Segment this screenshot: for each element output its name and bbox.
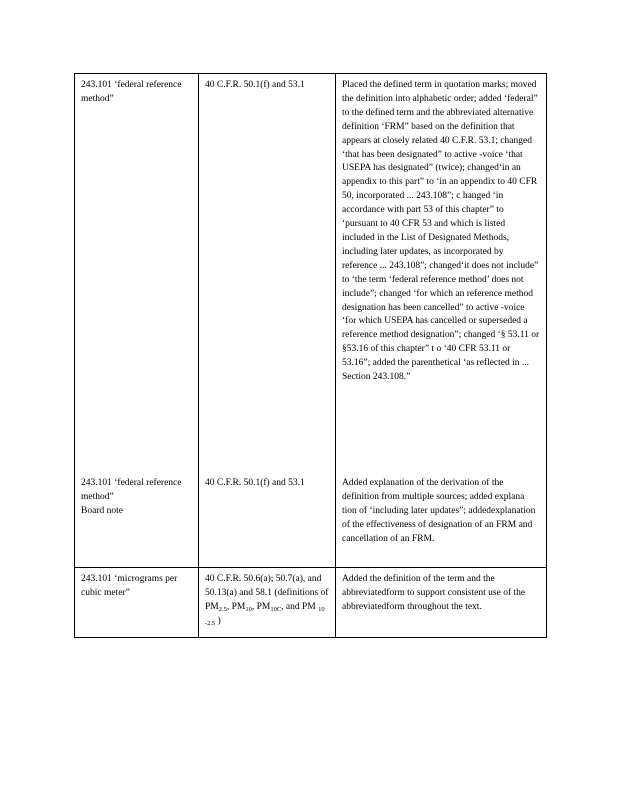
change-cell	[336, 472, 547, 568]
table-row	[75, 74, 547, 473]
pm-separator: , PM	[226, 601, 246, 612]
table-row	[75, 472, 547, 568]
change-text: Added the definition of the term and the abbreviatedform to support consistent use of the abbreviatedform throughout the text.	[342, 574, 526, 612]
section-text: 243.101 ‘federal reference method”	[81, 478, 182, 502]
section-cell	[75, 472, 199, 568]
close-paren: )	[217, 615, 221, 626]
change-cell	[336, 74, 547, 473]
pm-label: PM	[205, 601, 219, 612]
pm-separator: , PM	[251, 601, 271, 612]
pm-separator: , and PM	[281, 601, 316, 612]
pm-subscript: 10	[245, 605, 252, 613]
source-cell	[199, 568, 336, 638]
section-cell	[75, 74, 199, 473]
source-cell	[199, 74, 336, 473]
source-cell	[199, 472, 336, 568]
change-text: Placed the defined term in quotation marks; moved the definition into alphabetic order; added ‘federal” to the defined term and the abbreviated alternative definition ‘FRM” based on the definition that appears at closely related 40 C.F.R. 53.1; changed ‘that has been designated” to active -voice ‘that USEPA has designated” (twice); changed‘in an appendix to this part” to ‘in an appendix to 40 CFR 50, incorporated ... 243.108”; c hanged ‘in accordance with part 53 of this chapter” to ‘pursuant to 40 CFR 53 and which is listed included in the List of Designated Methods, including later updates, as incorporated by reference ... 243.108”; changed‘it does not include” to ‘the term ‘federal reference method’ does not include”; changed ‘for which an reference method designation has been cancelled” to active -voice ‘for which USEPA has cancelled or superseded a reference method designation”; changed ‘§ 53.11 or §53.16 of this chapter” t o ‘40 CFR 53.11 or 53.16”; added the parenthetical ‘as reflected in ... Section 243.108.”	[342, 80, 540, 383]
section-text: 243.101 ‘federal reference method”	[81, 80, 182, 104]
source-text: 40 C.F.R. 50.6(a); 50.7(a), and 50.13(a) and 58.1 (definitions of	[205, 574, 329, 598]
section-text: 243.101 ‘micrograms per cubic meter”	[81, 574, 178, 598]
board-note-label: Board note	[81, 505, 123, 516]
pm-subscript: 10C	[270, 605, 282, 613]
change-cell	[336, 568, 547, 638]
source-text: 40 C.F.R. 50.1(f) and 53.1	[205, 478, 305, 488]
changes-table	[74, 73, 547, 638]
table-row	[75, 568, 547, 638]
source-text: 40 C.F.R. 50.1(f) and 53.1	[205, 80, 305, 90]
pm-subscript: 2.5	[218, 605, 227, 613]
pm-subscript: 10 -2.5	[205, 605, 325, 627]
section-cell	[75, 568, 199, 638]
change-text: Added explanation of the derivation of the definition from multiple sources; added explana tion of ‘including later updates”; addedexplanation of the effectiveness of designation of an FRM and cancellation of an FRM.	[342, 478, 536, 544]
